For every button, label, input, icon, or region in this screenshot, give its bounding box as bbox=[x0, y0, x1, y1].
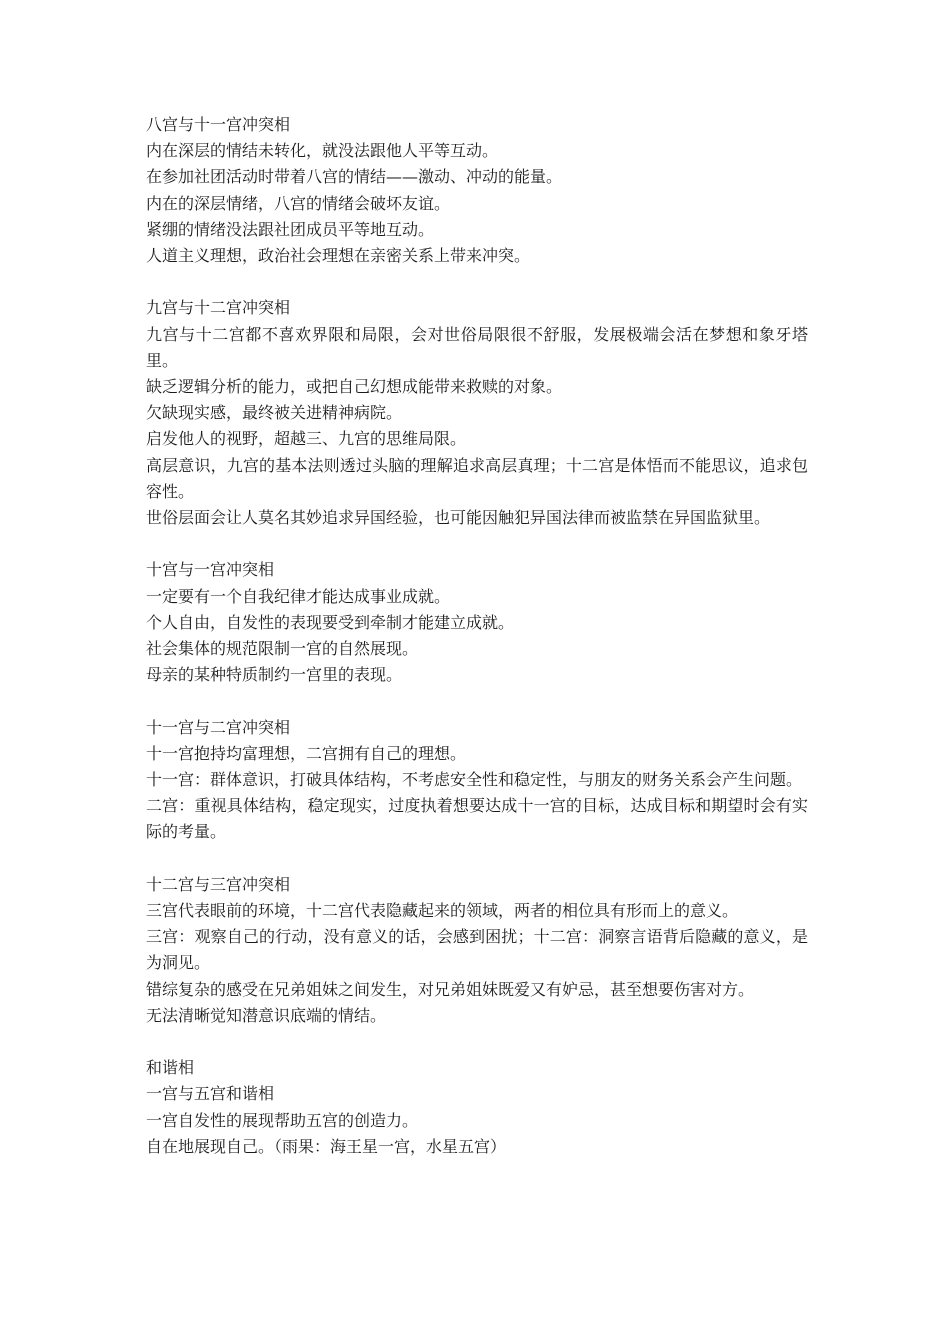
section-12-3 bbox=[146, 872, 808, 1029]
text-line: 一定要有一个自我纪律才能达成事业成就。 bbox=[146, 586, 451, 606]
text-line: 无法清晰觉知潜意识底端的情结。 bbox=[146, 1005, 387, 1025]
section-10-1 bbox=[146, 557, 808, 688]
text-line: 内在深层的情结未转化，就没法跟他人平等互动。 bbox=[146, 141, 499, 161]
section-heading: 八宫与十一宫冲突相 bbox=[146, 115, 291, 134]
text-line: 二宫：重视具体结构，稳定现实，过度执着想要达成十一宫的目标，达成目标和期望时会有实际的考量。 bbox=[146, 796, 808, 842]
document-page bbox=[146, 112, 808, 1160]
text-line: 错综复杂的感受在兄弟姐妹之间发生，对兄弟姐妹既爱又有妒忌，甚至想要伤害对方。 bbox=[146, 979, 755, 999]
text-line: 世俗层面会让人莫名其妙追求异国经验，也可能因触犯异国法律而被监禁在异国监狱里。 bbox=[146, 508, 771, 528]
text-line: 欠缺现实感，最终被关进精神病院。 bbox=[146, 403, 403, 423]
text-line: 个人自由，自发性的表现要受到牵制才能建立成就。 bbox=[146, 612, 515, 632]
text-line: 十一宫：群体意识，打破具体结构，不考虑安全性和稳定性，与朋友的财务关系会产生问题。 bbox=[146, 770, 803, 790]
text-line: 一宫与五宫和谐相 bbox=[146, 1084, 275, 1104]
text-line: 社会集体的规范限制一宫的自然展现。 bbox=[146, 639, 419, 659]
text-line: 自在地展现自己。（雨果：海王星一宫，水星五宫） bbox=[146, 1136, 507, 1156]
text-line: 在参加社团活动时带着八宫的情结——激动、冲动的能量。 bbox=[146, 167, 563, 187]
section-11-2 bbox=[146, 715, 808, 846]
section-heading: 十二宫与三宫冲突相 bbox=[146, 874, 291, 894]
text-line: 高层意识，九宫的基本法则透过头脑的理解追求高层真理；十二宫是体悟而不能思议，追求包容性。 bbox=[146, 455, 808, 501]
text-line: 三宫代表眼前的环境，十二宫代表隐藏起来的领域，两者的相位具有形而上的意义。 bbox=[146, 901, 739, 921]
text-line: 一宫自发性的展现帮助五宫的创造力。 bbox=[146, 1110, 419, 1130]
section-harmonious bbox=[146, 1055, 808, 1160]
text-line: 启发他人的视野，超越三、九宫的思维局限。 bbox=[146, 429, 467, 449]
text-line: 九宫与十二宫都不喜欢界限和局限，会对世俗局限很不舒服，发展极端会活在梦想和象牙塔里。 bbox=[146, 324, 808, 370]
section-9-12 bbox=[146, 295, 808, 531]
text-line: 三宫：观察自己的行动，没有意义的话，会感到困扰；十二宫：洞察言语背后隐藏的意义，是为洞见。 bbox=[146, 927, 808, 973]
text-line: 缺乏逻辑分析的能力，或把自己幻想成能带来救赎的对象。 bbox=[146, 377, 563, 397]
text-line: 人道主义理想，政治社会理想在亲密关系上带来冲突。 bbox=[146, 246, 531, 266]
section-heading: 和谐相 bbox=[146, 1058, 195, 1078]
text-line: 内在的深层情绪，八宫的情绪会破坏友谊。 bbox=[146, 193, 451, 213]
section-8-11 bbox=[146, 112, 808, 269]
section-heading: 九宫与十二宫冲突相 bbox=[146, 298, 291, 318]
text-line: 紧绷的情绪没法跟社团成员平等地互动。 bbox=[146, 219, 435, 239]
text-line: 母亲的某种特质制约一宫里的表现。 bbox=[146, 665, 403, 685]
section-heading: 十宫与一宫冲突相 bbox=[146, 560, 275, 580]
text-line: 十一宫抱持均富理想，二宫拥有自己的理想。 bbox=[146, 743, 467, 763]
section-heading: 十一宫与二宫冲突相 bbox=[146, 717, 291, 737]
